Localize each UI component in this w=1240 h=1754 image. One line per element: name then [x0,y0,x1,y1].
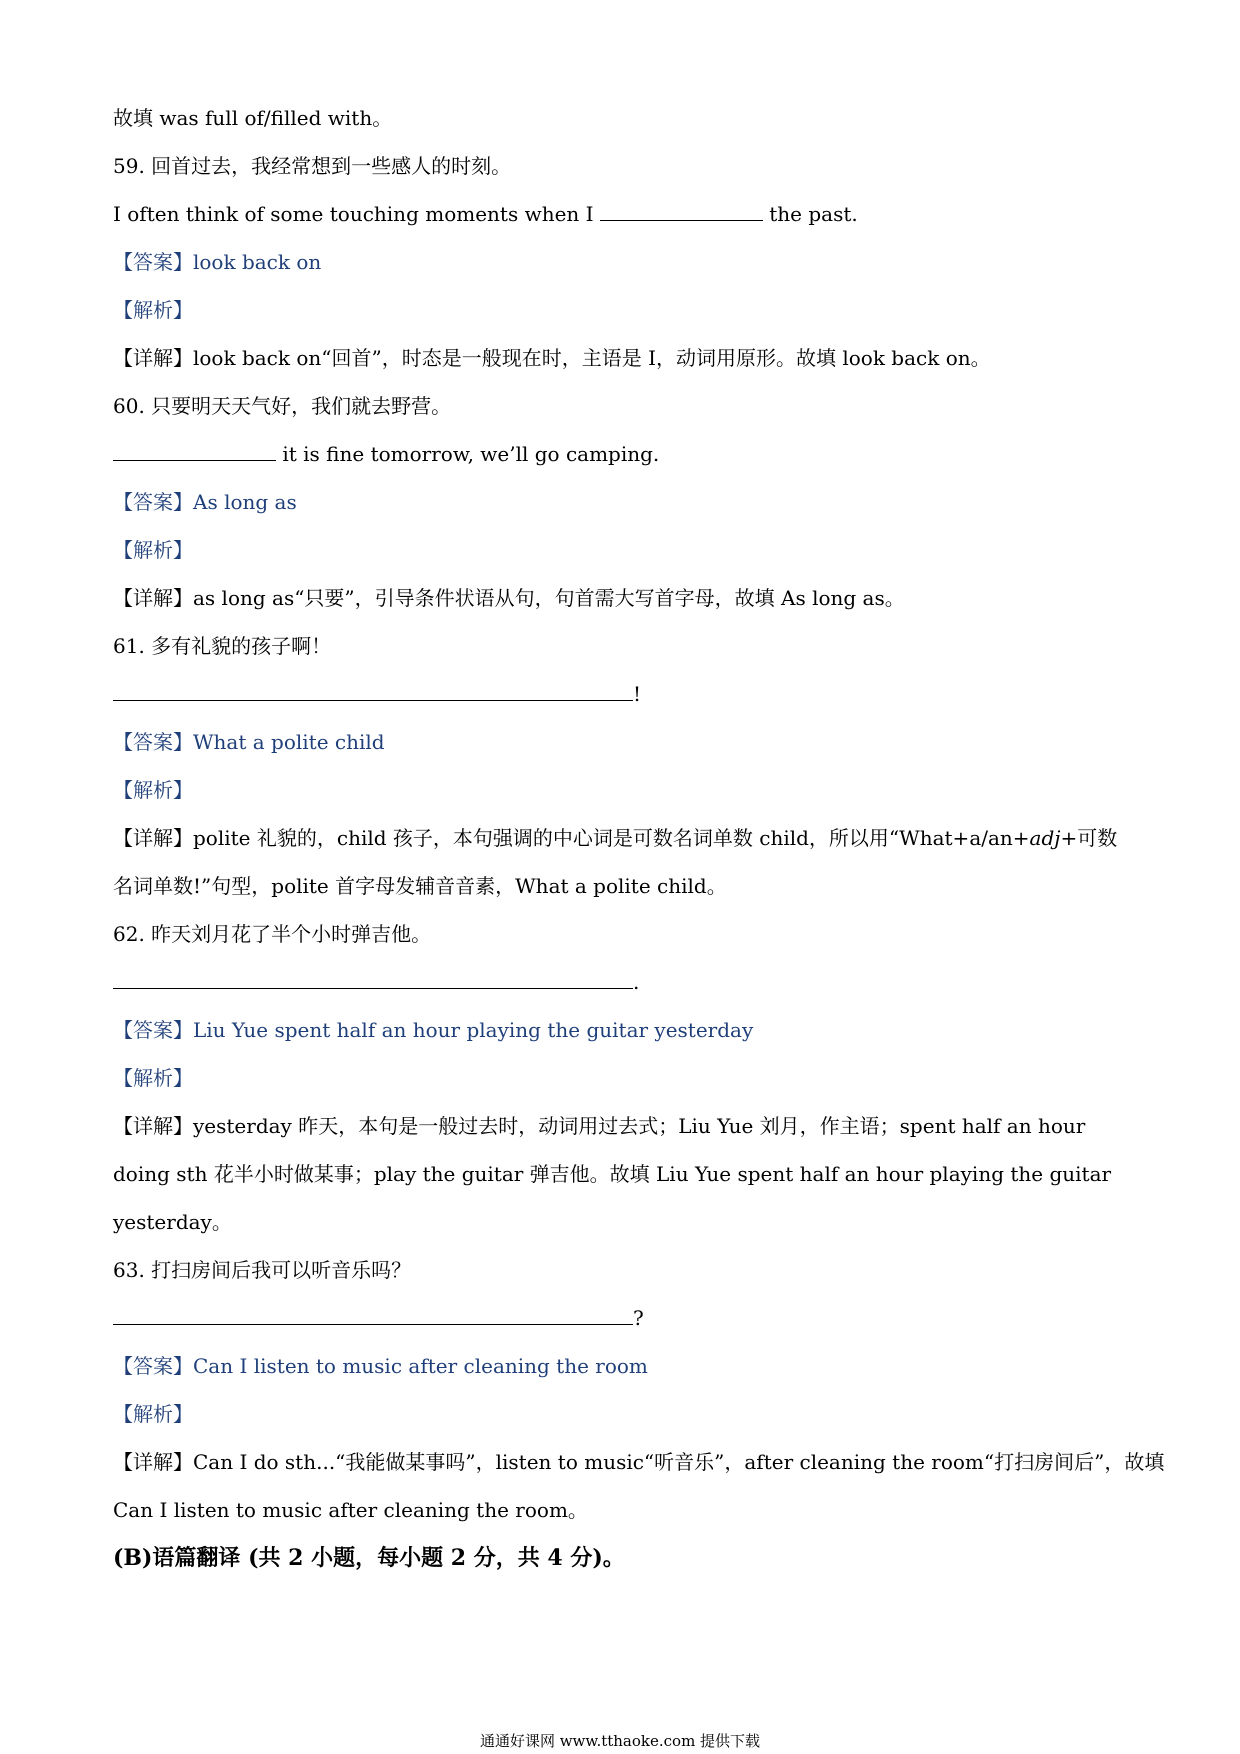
sentence-part: I often think of some touching moments when I [113,202,594,226]
analysis-label: 【解析】 [113,1402,193,1426]
explanation-text: Can I listen to music after cleaning the room。 [113,1498,588,1522]
answer-blank [600,200,763,221]
sentence-part: ! [633,682,642,706]
question-63-blank-line [113,1304,644,1332]
explanation-part: 【详解】polite 礼貌的，child 孩子，本句强调的中心词是可数名词单数 child，所以用“What+a/an+ [113,826,1030,850]
answer-blank [113,968,633,989]
explanation-text: doing sth 花半小时做某事；play the guitar 弹吉他。故填 Liu Yue spent half an hour playing the guitar [113,1162,1112,1186]
analysis-label: 【解析】 [113,778,193,802]
explanation-text: yesterday。 [113,1210,232,1234]
question-61-blank-line [113,680,641,708]
explanation-part: +可数 [1060,826,1118,850]
explanation-text: 【详解】Can I do sth...“我能做某事吗”，listen to music“听音乐”，after cleaning the room“打扫房间后”，故填 [113,1450,1165,1474]
answer-blank [113,440,276,461]
question-62-blank-line [113,968,639,996]
explanation-text: 【详解】look back on“回首”，时态是一般现在时，主语是 I，动词用原形。故填 look back on。 [113,346,991,370]
question-61: 61. 多有礼貌的孩子啊！ [113,634,332,658]
answer-label: 【答案】As long as [113,490,297,514]
sentence-part: . [633,970,640,994]
sentence-part: it is fine tomorrow, we’ll go camping. [282,442,660,466]
explanation-text: 【详解】as long as“只要”，引导条件状语从句，句首需大写首字母，故填 As long as。 [113,586,905,610]
question-59-english [113,200,858,228]
answer-label: 【答案】Can I listen to music after cleaning the room [113,1354,648,1378]
question-60-english [113,440,659,468]
analysis-label: 【解析】 [113,298,193,322]
text-line: 故填 was full of/filled with。 [113,106,393,130]
answer-label: 【答案】Liu Yue spent half an hour playing the guitar yesterday [113,1018,754,1042]
explanation-text [113,824,1117,852]
question-60: 60. 只要明天天气好，我们就去野营。 [113,394,452,418]
answer-label: 【答案】look back on [113,250,322,274]
question-63: 63. 打扫房间后我可以听音乐吗？ [113,1258,412,1282]
explanation-text: 名词单数!”句型，polite 首字母发辅音音素，What a polite child。 [113,874,727,898]
answer-blank [113,1304,633,1325]
answer-label: 【答案】What a polite child [113,730,385,754]
question-59: 59. 回首过去，我经常想到一些感人的时刻。 [113,154,512,178]
explanation-italic: adj [1029,826,1061,850]
section-heading: (B)语篇翻译 (共 2 小题，每小题 2 分，共 4 分)。 [113,1545,625,1571]
question-62: 62. 昨天刘月花了半个小时弹吉他。 [113,922,432,946]
analysis-label: 【解析】 [113,1066,193,1090]
analysis-label: 【解析】 [113,538,193,562]
answer-blank [113,680,633,701]
page-footer: 通通好课网 www.tthaoke.com 提供下载 [479,1732,761,1750]
sentence-part: ? [633,1306,644,1330]
sentence-part: the past. [769,202,858,226]
explanation-text: 【详解】yesterday 昨天，本句是一般过去时，动词用过去式；Liu Yue 刘月，作主语；spent half an hour [113,1114,1086,1138]
